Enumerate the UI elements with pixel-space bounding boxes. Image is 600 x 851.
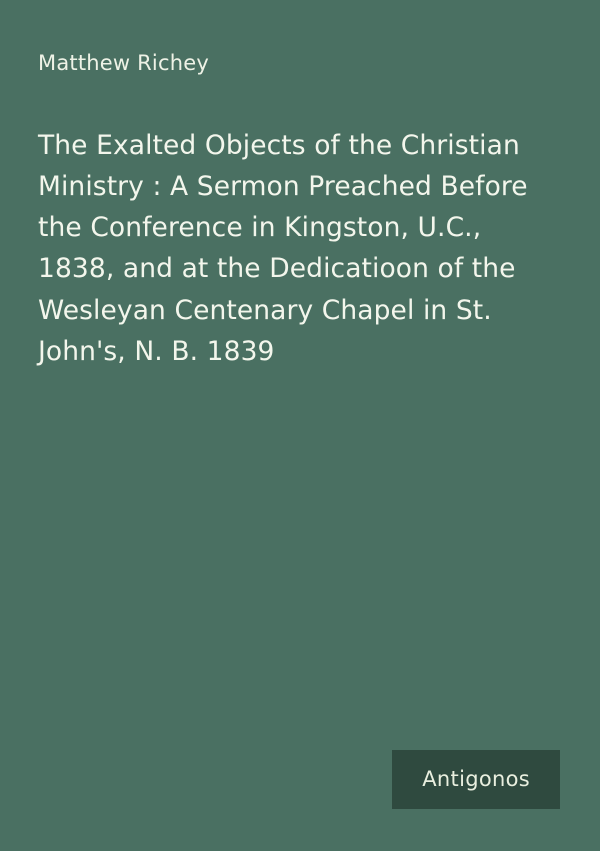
author-name: Matthew Richey bbox=[38, 51, 209, 75]
book-title: The Exalted Objects of the Christian Ministry : A Sermon Preached Before the Conference in Kingston, U.C., 1838, and at the Dedicatioon of the Wesleyan Centenary Chapel in St. John's, N. B. 1839 bbox=[38, 130, 528, 367]
publisher-badge: Antigonos bbox=[392, 750, 560, 809]
